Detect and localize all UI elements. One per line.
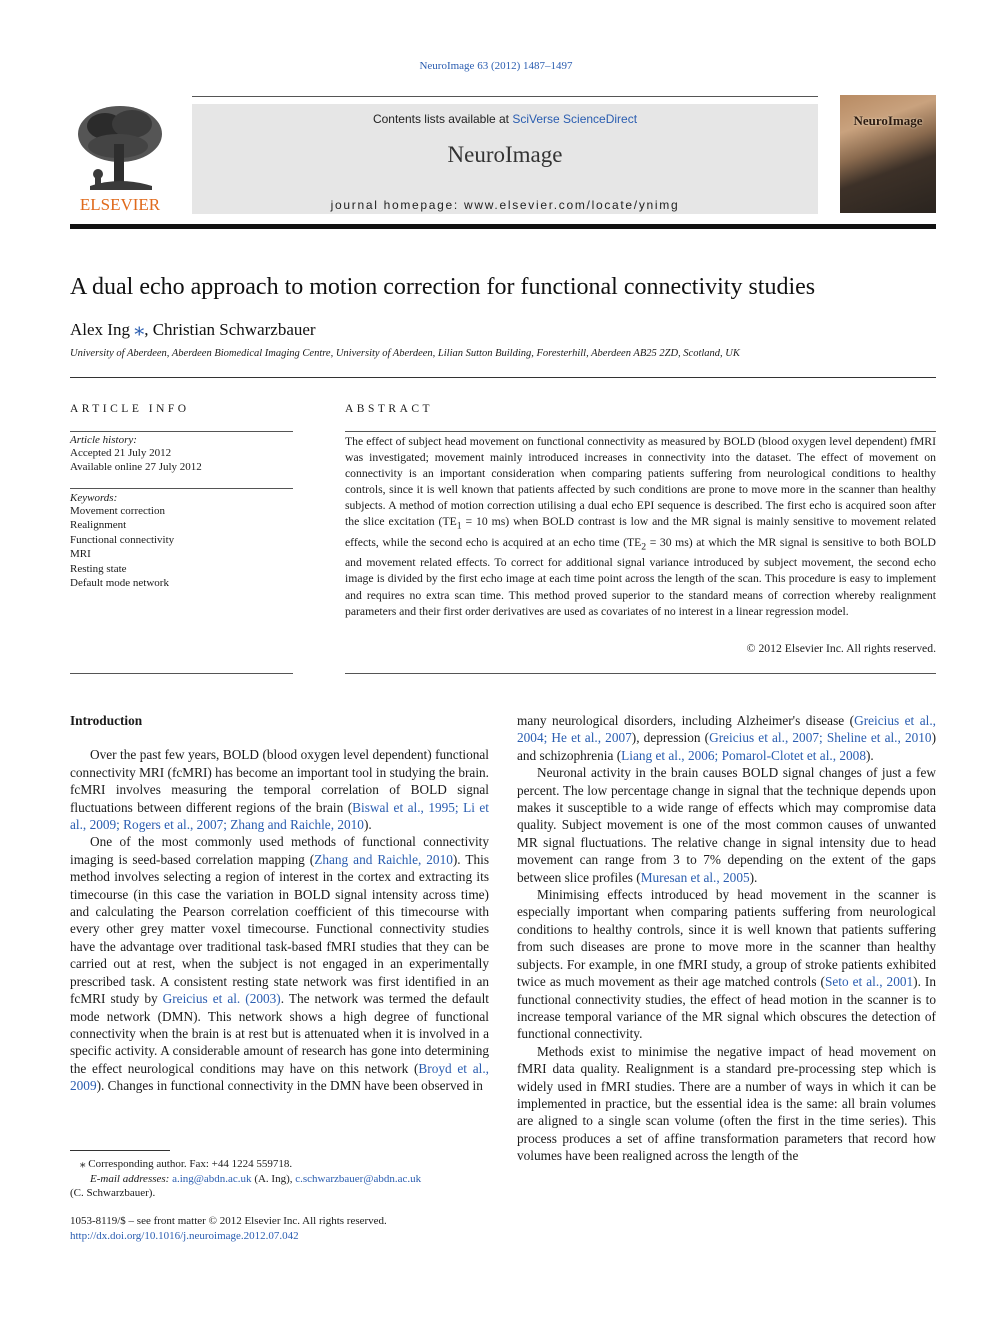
corresponding-author-note: Corresponding author. Fax: +44 1224 559718.: [88, 1158, 293, 1170]
corresponding-author-marker[interactable]: ⁎: [134, 318, 145, 340]
text: ), depression (: [631, 730, 710, 746]
abstract-part: = 10 ms) when BOLD contrast is low and the MR signal is mainly sensitive to movement related effects, while the second echo is acquired at an echo time (: [345, 515, 937, 549]
footnote-marker: ⁎: [80, 1158, 86, 1170]
history-label: Article history:: [70, 434, 137, 446]
text: . The network was termed the default mode network (DMN). This network shows a high degree of functional connectivity when the brain is at rest but is attenuated when it is involved in a specific activity. A considerable amount of research has gone into determining the effect neurological conditions may have on this network (: [70, 991, 489, 1076]
paragraph: [70, 833, 489, 1094]
keyword: MRI: [70, 548, 91, 561]
text: ).: [749, 869, 758, 885]
introduction-heading: Introduction: [70, 713, 143, 728]
text: ).: [865, 747, 874, 763]
email-link-ing[interactable]: a.ing@abdn.ac.uk: [172, 1172, 252, 1185]
reference-link[interactable]: Seto et al., 2001: [824, 974, 914, 990]
body-column-left: [70, 712, 489, 1095]
te-symbol: TE: [442, 515, 457, 529]
doi-link[interactable]: http://dx.doi.org/10.1016/j.neuroimage.2012.07.042: [70, 1229, 299, 1242]
abstract-heading: ABSTRACT: [345, 403, 434, 415]
contents-line: [192, 112, 818, 126]
text: many neurological disorders, including Alzheimer's disease (: [517, 713, 855, 728]
header-divider: [70, 224, 936, 229]
paragraph: [517, 886, 936, 1043]
article-title: A dual echo approach to motion correction for functional connectivity studies: [70, 274, 816, 300]
text: Over the past few years, BOLD (blood oxygen level dependent) functional connectivity MRI (fcMRI) has become an important tool in studying the brain. fcMRI involves measuring the temporal correlation of BOLD signal fluctuations between different regions of the brain (: [70, 747, 489, 815]
abstract-part: = 30 ms) at which the MR signal is sensitive to both BOLD and movement related effects. To correct for additional signal variance introduced by subject movement, the second echo image is divided by the first echo image at each time point across the length of the scan. This procedure is easy to implement and requires no extra scan time. This method proved superior to the standard means of correction whereby realignment parameters and their first order derivatives are used as covariates of no interest in a linear regression model.: [345, 535, 936, 618]
journal-name: NeuroImage: [447, 142, 563, 167]
reference-link[interactable]: Greicius et al., 2007; Sheline et al., 2010: [709, 730, 932, 746]
reference-link[interactable]: Zhang and Raichle, 2010: [314, 851, 453, 867]
keyword: Realignment: [70, 519, 127, 532]
divider: [70, 431, 293, 432]
paragraph: [517, 712, 936, 764]
reference-link[interactable]: Muresan et al., 2005: [640, 869, 750, 885]
divider: [70, 673, 293, 674]
te-symbol: TE: [627, 535, 642, 549]
article-info-heading: ARTICLE INFO: [70, 403, 190, 415]
divider: [70, 377, 936, 378]
banner-rule: [192, 96, 818, 97]
text: ). This method involves selecting a region of interest in the cortex and extracting its timecourse (in this case the variation in BOLD signal intensity across time) and calculating the Pearson correlation coefficient of this timecourse with every other grey matter voxel timecourse. Functional connectivity studies have the advantage over traditional task-based fMRI studies that they can be carried out at rest, when the subject is not engaged in an experimentally prescribed task. A consistent resting state network was first identified in an fcMRI study by: [70, 851, 490, 1007]
text: ) and schizophrenia (: [517, 730, 936, 763]
text: ). Changes in functional connectivity in the DMN have been observed in: [96, 1078, 483, 1094]
email-link-schwarzbauer[interactable]: c.schwarzbauer@abdn.ac.uk: [295, 1172, 422, 1185]
abstract-text: [345, 434, 936, 620]
paragraph: Methods exist to minimise the negative impact of head movement on fMRI data quality. Realignment is a standard pre-processing step which is widely used in fMRI studies. There are a number of ways in which it can be implemented in practice, but the essential idea is the same: all brain volumes are aligned to a single scan volume (often the first in the time series). This process produces a set of affine transformation parameters that record how volumes have been realigned across the length of the: [517, 1043, 936, 1164]
reference-link[interactable]: Greicius et al., 2004; He et al., 2007: [517, 713, 936, 746]
sciencedirect-link[interactable]: SciVerse ScienceDirect: [512, 112, 638, 126]
keyword: Default mode network: [70, 577, 169, 590]
journal-banner: [192, 104, 818, 214]
reference-link[interactable]: Biswal et al., 1995; Li et al., 2009; Rogers et al., 2007; Zhang and Raichle, 2010: [70, 799, 489, 833]
author-separator: ,: [144, 320, 153, 339]
elsevier-logo: [70, 104, 170, 214]
homepage-url[interactable]: www.elsevier.com/locate/ynimg: [463, 198, 680, 212]
text: One of the most commonly used methods of functional connectivity imaging is seed-based correlation mapping (: [70, 834, 489, 867]
email-owner: (C. Schwarzbauer).: [70, 1187, 156, 1199]
text: ). In functional connectivity studies, the effect of head motion in the scanner is to increase temporal variance of the MR signal which obscures the detection of functional connectivity.: [517, 974, 936, 1042]
reference-link[interactable]: Broyd et al., 2009: [70, 1060, 489, 1094]
footnote: [70, 1157, 490, 1201]
homepage-prefix: journal homepage:: [330, 198, 464, 212]
affiliation: University of Aberdeen, Aberdeen Biomedical Imaging Centre, University of Aberdeen, Lilian Sutton Building, Foresterhill, Aberdeen AB25 2ZD, Scotland, UK: [70, 348, 740, 359]
divider: [345, 431, 936, 432]
te-subscript: 1: [456, 520, 462, 532]
article-history: [70, 434, 293, 475]
text: ).: [363, 817, 372, 833]
keyword: Movement correction: [70, 505, 165, 517]
issn-line: 1053-8119/$ – see front matter © 2012 Elsevier Inc. All rights reserved.: [70, 1215, 387, 1227]
email-owner: (A. Ing),: [251, 1172, 296, 1185]
text: Minimising effects introduced by head movement in the scanner is especially important when comparing patients suffering from neurological conditions to healthy controls, since it is well known that patients suffering from such diseases are prone to move more in the scanner than healthy subjects. For example, in one fMRI study, a group of stroke patients exhibited twice as much movement as their age matched controls (: [517, 887, 936, 990]
author-schwarzbauer: Christian Schwarzbauer: [152, 320, 316, 339]
divider: [70, 488, 293, 489]
author-list: [70, 316, 316, 341]
online-date: Available online 27 July 2012: [70, 461, 202, 474]
abstract-part: The effect of subject head movement on functional connectivity as measured by BOLD (blood oxygen level dependent) fMRI was investigated; movement mainly introduced increases in connectivity into the dataset. The effect of movement on connectivity is an important consideration when comparing patients suffering from neurological conditions to healthy controls, since it is well known that patients affected by such conditions are prone to move more in the scanner than healthy subjects. A method of motion correction utilising a dual echo EPI sequence is described. The first echo is acquired soon after the slice excitation (: [345, 435, 936, 529]
paragraph: [70, 746, 489, 833]
journal-homepage: [192, 198, 818, 212]
paragraph: [517, 764, 936, 886]
footnote-rule: [70, 1150, 170, 1151]
keyword: Functional connectivity: [70, 533, 175, 546]
body-column-right: [517, 712, 936, 1165]
email-label: E-mail addresses:: [90, 1172, 173, 1185]
cover-title: NeuroImage: [853, 113, 923, 128]
journal-cover-image: [840, 95, 936, 213]
journal-citation-link[interactable]: NeuroImage 63 (2012) 1487–1497: [419, 60, 573, 72]
elsevier-wordmark: ELSEVIER: [79, 195, 161, 214]
keywords-block: [70, 492, 293, 590]
keyword: Resting state: [70, 562, 127, 575]
te-subscript: 2: [641, 541, 647, 553]
text: Neuronal activity in the brain causes BOLD signal changes of just a few percent. The low percentage change in signal that the technique depends upon makes it susceptible to a wide range of effects which may compromise data quality. Subject movement is one of the most common causes of unwanted MR signal fluctuations. The relative change in signal intensity due to head movement can range from 3 to 7% depending on the extent of the gaps between slice profiles (: [517, 765, 936, 885]
reference-link[interactable]: Liang et al., 2006; Pomarol-Clotet et al., 2008: [621, 747, 866, 763]
author-ing: Alex Ing: [70, 320, 130, 339]
divider: [345, 673, 936, 674]
contents-prefix: Contents lists available at: [372, 112, 513, 126]
reference-link[interactable]: Greicius et al. (2003): [162, 991, 281, 1007]
accepted-date: Accepted 21 July 2012: [70, 447, 172, 459]
front-matter: [70, 1214, 490, 1243]
keywords-label: Keywords:: [70, 492, 118, 504]
copyright: © 2012 Elsevier Inc. All rights reserved.: [746, 642, 936, 655]
